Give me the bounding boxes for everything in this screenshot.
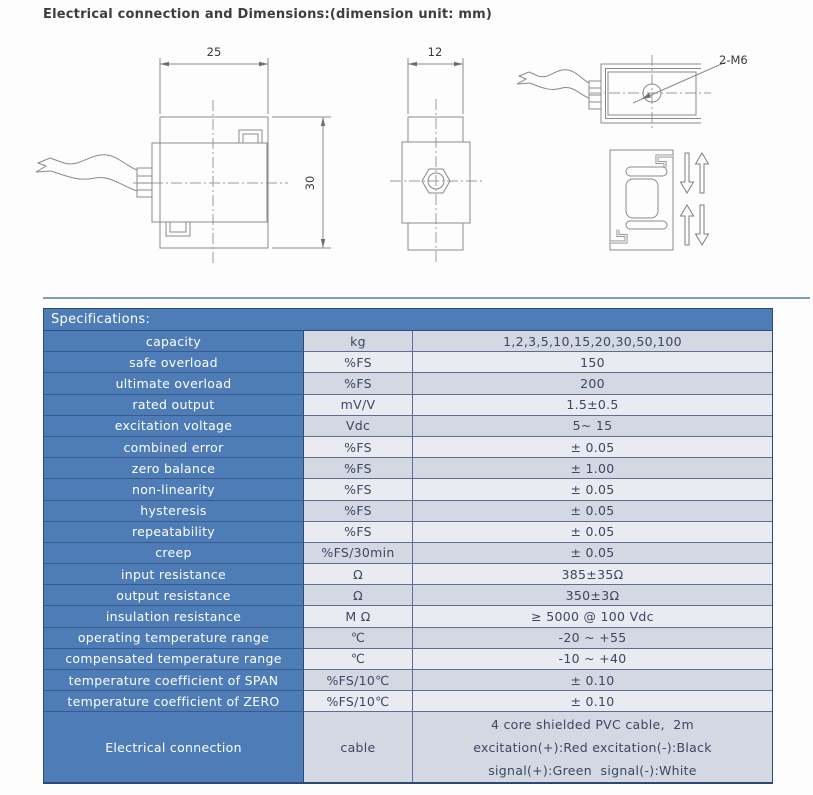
spec-value-cell: 1,2,3,5,10,15,20,30,50,100 (413, 331, 772, 352)
table-row (44, 437, 772, 458)
spec-unit-cell: %FS (304, 522, 413, 543)
spec-parameter-cell: combined error (44, 437, 304, 458)
spec-unit-cell: cable (304, 712, 413, 782)
spec-unit-cell: kg (304, 331, 413, 352)
spec-value-cell: ± 0.05 (413, 437, 772, 458)
spec-value-cell: ≥ 5000 @ 100 Vdc (413, 606, 772, 627)
spec-value-cell: 1.5±0.5 (413, 395, 772, 416)
spec-unit-cell: %FS (304, 501, 413, 522)
spec-parameter-cell: safe overload (44, 352, 304, 373)
spec-value-cell: 200 (413, 373, 772, 394)
cable-drawing (36, 155, 137, 191)
spec-unit-cell: %FS/30min (304, 543, 413, 564)
thread-callout (633, 53, 748, 103)
spec-parameter-cell: Electrical connection (44, 712, 304, 782)
spec-value-cell: ± 0.10 (413, 691, 772, 712)
table-row (44, 331, 772, 352)
spec-parameter-cell: temperature coefficient of ZERO (44, 691, 304, 712)
table-row (44, 479, 772, 500)
spec-parameter-cell: compensated temperature range (44, 649, 304, 670)
table-row (44, 691, 772, 712)
table-row (44, 522, 772, 543)
spec-unit-cell: Vdc (304, 416, 413, 437)
spec-unit-cell: Ω (304, 564, 413, 585)
table-row (44, 395, 772, 416)
spec-parameter-cell: zero balance (44, 458, 304, 479)
spec-value-cell: 385±35Ω (413, 564, 772, 585)
spec-parameter-cell: capacity (44, 331, 304, 352)
spec-parameter-cell: input resistance (44, 564, 304, 585)
spec-unit-cell: %FS/10℃ (304, 670, 413, 691)
spec-parameter-cell: insulation resistance (44, 606, 304, 627)
section-divider (43, 297, 810, 299)
table-row (44, 606, 772, 627)
table-row (44, 543, 772, 564)
spec-parameter-cell: output resistance (44, 585, 304, 606)
spec-value-cell: ± 1.00 (413, 458, 772, 479)
spec-rows (44, 331, 772, 782)
spec-parameter-cell: hysteresis (44, 501, 304, 522)
spec-value-cell: ± 0.05 (413, 479, 772, 500)
spec-unit-cell: %FS (304, 458, 413, 479)
force-arrows (681, 153, 709, 245)
spec-value-cell: ± 0.05 (413, 501, 772, 522)
spec-parameter-cell: ultimate overload (44, 373, 304, 394)
top-cable-drawing (517, 70, 601, 109)
spec-parameter-cell: non-linearity (44, 479, 304, 500)
page-title: Electrical connection and Dimensions:(dimension unit: mm) (43, 7, 493, 22)
spec-unit-cell: %FS (304, 479, 413, 500)
table-row (44, 373, 772, 394)
spec-unit-cell: mV/V (304, 395, 413, 416)
table-row (44, 628, 772, 649)
spec-value-cell: 150 (413, 352, 772, 373)
spec-unit-cell: %FS (304, 437, 413, 458)
spec-parameter-cell: rated output (44, 395, 304, 416)
thread-label: 2-M6 (719, 53, 748, 67)
spec-value-cell: -10 ~ +40 (413, 649, 772, 670)
spec-value-cell: 5~ 15 (413, 416, 772, 437)
front-width-dimension (160, 45, 268, 114)
spec-value-cell: 350±3Ω (413, 585, 772, 606)
table-row (44, 501, 772, 522)
spec-value-cell: 4 core shielded PVC cable, 2m excitation(+):Red excitation(-):Black signal(+):Green signal(-):White (413, 712, 772, 782)
specifications-header: Specifications: (44, 309, 772, 331)
spec-value-cell: ± 0.05 (413, 543, 772, 564)
table-row (44, 649, 772, 670)
spec-unit-cell: %FS/10℃ (304, 691, 413, 712)
spec-parameter-cell: temperature coefficient of SPAN (44, 670, 304, 691)
front-width-label: 25 (206, 45, 222, 59)
spec-value-cell: ± 0.05 (413, 522, 772, 543)
dimension-drawings (0, 0, 813, 300)
side-view-drawing (390, 45, 482, 263)
cable-gland (137, 168, 152, 197)
table-row (44, 564, 772, 585)
table-row (44, 458, 772, 479)
spec-parameter-cell: repeatability (44, 522, 304, 543)
spec-unit-cell: Ω (304, 585, 413, 606)
side-width-label: 12 (427, 45, 443, 59)
front-view-drawing (36, 45, 331, 263)
front-height-label: 30 (303, 175, 317, 191)
spec-value-cell: ± 0.10 (413, 670, 772, 691)
sensor-structure-drawing (610, 150, 709, 250)
spec-parameter-cell: creep (44, 543, 304, 564)
specifications-table (43, 308, 773, 784)
table-row (44, 416, 772, 437)
spec-unit-cell: ℃ (304, 649, 413, 670)
spec-unit-cell: %FS (304, 373, 413, 394)
top-view-drawing (517, 53, 748, 131)
spec-unit-cell: ℃ (304, 628, 413, 649)
spec-parameter-cell: excitation voltage (44, 416, 304, 437)
spec-unit-cell: M Ω (304, 606, 413, 627)
table-row (44, 352, 772, 373)
table-row (44, 585, 772, 606)
spec-value-cell: -20 ~ +55 (413, 628, 772, 649)
spec-unit-cell: %FS (304, 352, 413, 373)
table-row (44, 712, 772, 782)
spec-parameter-cell: operating temperature range (44, 628, 304, 649)
table-row (44, 670, 772, 691)
